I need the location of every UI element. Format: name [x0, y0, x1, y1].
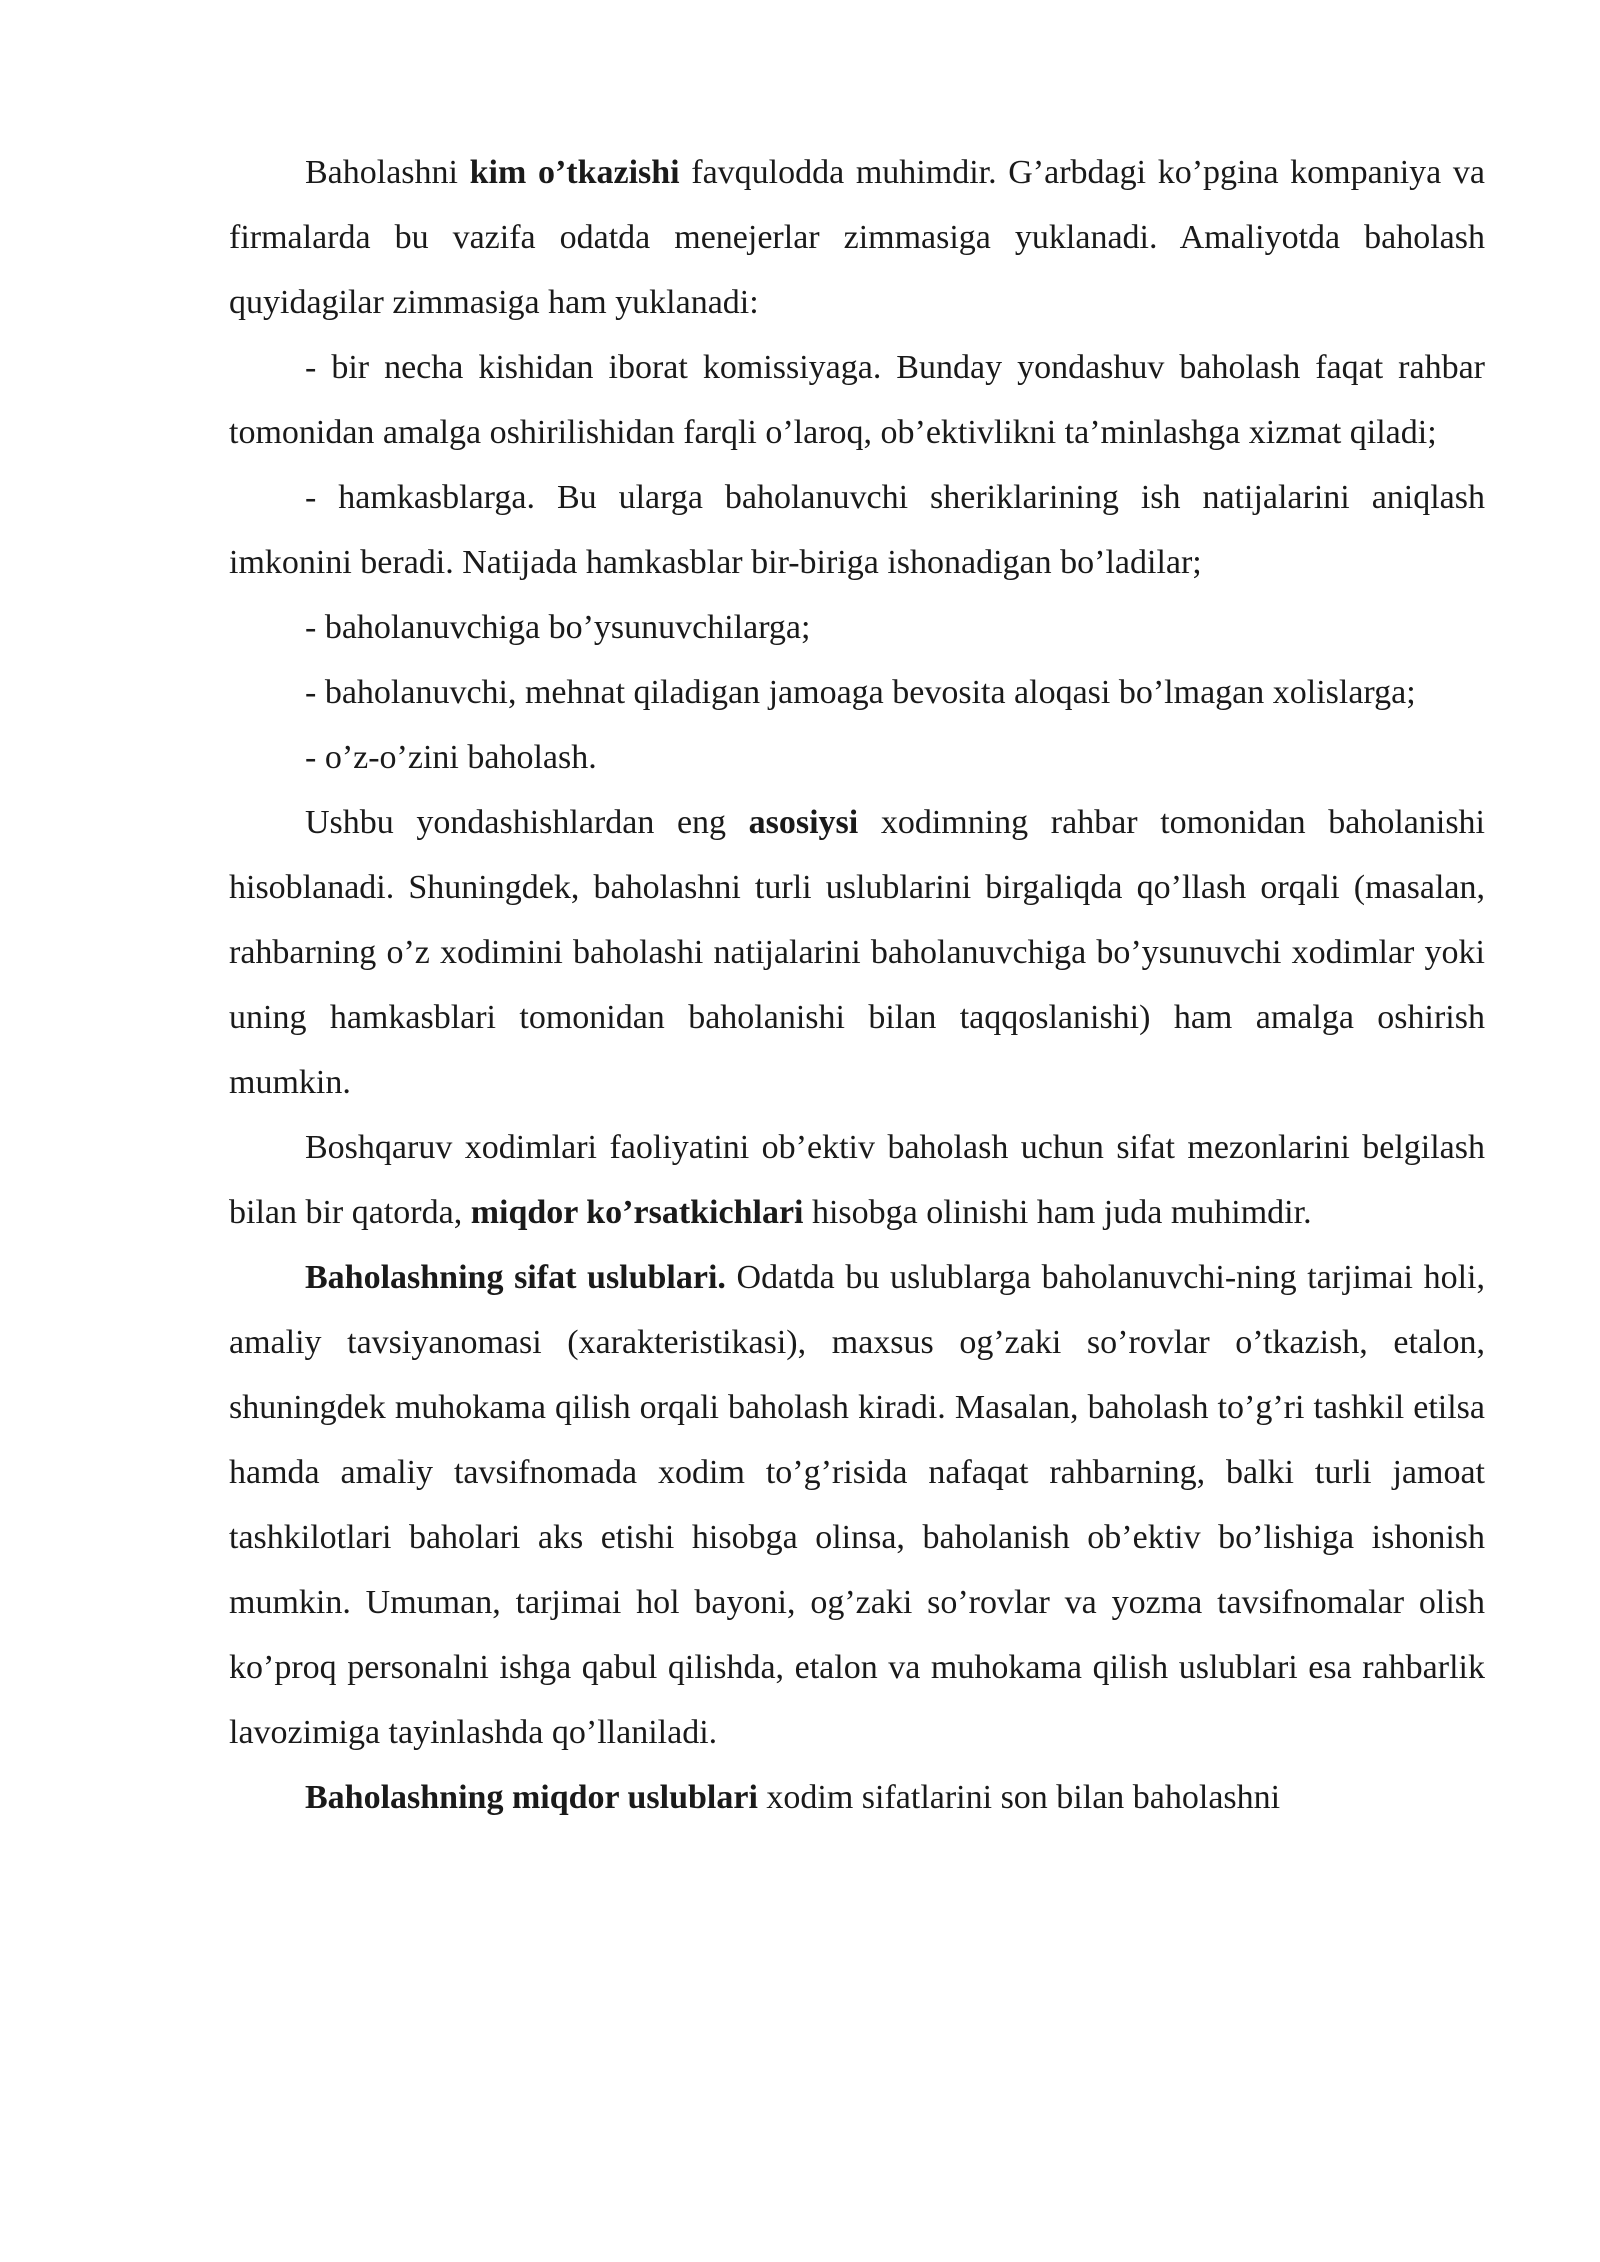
text-run: Boshqaruv xodimlari faoliyatini ob’ektiv baholash uchun sifat mezonlarini belgilash bilan bir qatorda, [229, 1129, 1485, 1231]
paragraph [229, 790, 1485, 1115]
list-item-paragraph [229, 595, 1485, 660]
text-run: hisobga olinishi ham juda muhimdir. [803, 1194, 1312, 1231]
text-run: xodimning rahbar tomonidan baholanishi hisoblanadi. Shuningdek, baholashni turli uslublarini birgaliqda qo’llash orqali (masalan, rahbarning o’z xodimini baholashi natijalarini baholanuvchiga bo’ysunuvchi xodimlar yoki uning hamkasblari tomonidan baholanishi bilan taqqoslanishi) ham amalga oshirish mumkin. [229, 804, 1485, 1101]
text-run: - o’z-o’zini baholash. [305, 739, 597, 776]
bold-text-run: asosiysi [748, 804, 859, 841]
bold-text-run: Baholashning sifat uslublari. [305, 1259, 726, 1296]
paragraph [229, 1765, 1485, 1830]
text-run: - baholanuvchi, mehnat qiladigan jamoaga bevosita aloqasi bo’lmagan xolislarga; [305, 674, 1416, 711]
paragraph [229, 1115, 1485, 1245]
text-run: Ushbu yondashishlardan eng [305, 804, 749, 841]
text-run: favqulodda muhimdir. G’arbdagi ko’pgina kompaniya va firmalarda bu vazifa odatda menejerlar zimmasiga yuklanadi. Amaliyotda baholash quyidagilar zimmasiga ham yuklanadi: [229, 154, 1485, 321]
text-run: Baholashni [305, 154, 470, 191]
text-run: xodim sifatlarini son bilan baholashni [757, 1779, 1281, 1816]
list-item-paragraph [229, 465, 1485, 595]
list-item-paragraph [229, 335, 1485, 465]
document-body [229, 140, 1485, 1830]
paragraph [229, 140, 1485, 335]
text-run: - bir necha kishidan iborat komissiyaga. Bunday yondashuv baholash faqat rahbar tomonidan amalga oshirilishidan farqli o’laroq, ob’ektivlikni ta’minlashga xizmat qiladi; [229, 349, 1485, 451]
list-item-paragraph [229, 660, 1485, 725]
text-run: - hamkasblarga. Bu ularga baholanuvchi sheriklarining ish natijalarini aniqlash imkonini beradi. Natijada hamkasblar bir-biriga ishonadigan bo’ladilar; [229, 479, 1485, 581]
bold-text-run: miqdor ko’rsatkichlari [470, 1194, 804, 1231]
text-run: Odatda bu uslublarga baholanuvchi-ning tarjimai holi, amaliy tavsiyanomasi (xarakteristikasi), maxsus og’zaki so’rovlar o’tkazish, etalon, shuningdek muhokama qilish orqali baholash kiradi. Masalan, baholash to’g’ri tashkil etilsa hamda amaliy tavsifnomada xodim to’g’risida nafaqat rahbarning, balki turli jamoat tashkilotlari baholari aks etishi hisobga olinsa, baholanish ob’ektiv bo’lishiga ishonish mumkin. Umuman, tarjimai hol bayoni, og’zaki so’rovlar va yozma tavsifnomalar olish ko’proq personalni ishga qabul qilishda, etalon va muhokama qilish uslublari esa rahbarlik lavozimiga tayinlashda qo’llaniladi. [229, 1259, 1485, 1751]
bold-text-run: Baholashning miqdor uslublari [305, 1779, 758, 1816]
text-run: - baholanuvchiga bo’ysunuvchilarga; [305, 609, 811, 646]
bold-text-run: kim o’tkazishi [469, 154, 680, 191]
list-item-paragraph [229, 725, 1485, 790]
paragraph [229, 1245, 1485, 1765]
